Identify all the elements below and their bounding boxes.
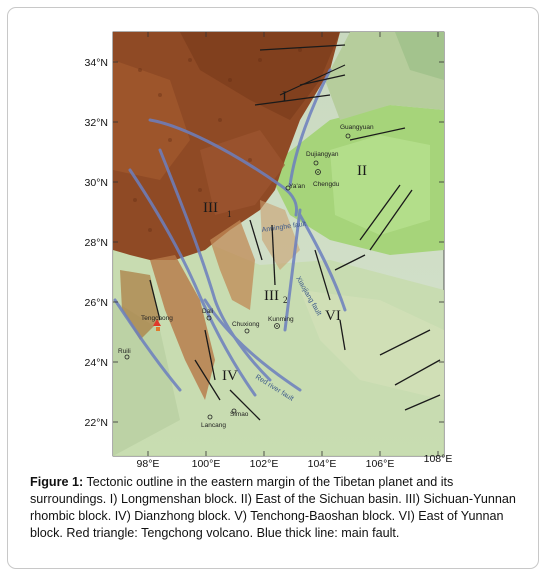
city-ruili: Ruili (118, 348, 131, 355)
city-yaan: Ya'an (289, 183, 305, 190)
block-label-III2-sub: 2 (283, 295, 288, 305)
lat-label-24: 24°N (84, 357, 108, 369)
lon-label-98: 98°E (136, 458, 160, 470)
block-label-I: I (282, 89, 287, 105)
block-label-III-sub1: 1 (227, 209, 232, 219)
lon-label-104: 104°E (307, 458, 337, 470)
city-simao: Simao (230, 411, 249, 418)
block-label-IV: IV (222, 368, 238, 384)
lon-label-108: 108°E (423, 453, 453, 465)
lon-label-102: 102°E (249, 458, 279, 470)
lon-label-100: 100°E (191, 458, 221, 470)
block-label-II: II (357, 163, 367, 179)
lat-label-28: 28°N (84, 237, 108, 249)
city-guangyuan: Guangyuan (340, 124, 374, 131)
caption-label: Figure 1: (30, 475, 84, 489)
lat-label-30: 30°N (84, 177, 108, 189)
city-dali: Dali (202, 308, 214, 315)
city-kunming: Kunming (268, 316, 294, 323)
anninghe-fault-label: Anninghe fault (261, 220, 307, 234)
xiaojiang-fault-label: Xiaojiang fault (294, 275, 323, 318)
figure-caption (30, 474, 522, 542)
lat-label-22: 22°N (84, 417, 108, 429)
city-lancang: Lancang (201, 422, 226, 429)
red-river-fault-label: Red river fault (253, 373, 295, 403)
caption-text: Tectonic outline in the eastern margin of the Tibetan planet and its surroundings. I) Longmenshan block. II) East of the Sichuan basin. III) Sichuan-Yunnan rhombic block. IV) Dianzhong block. V) Tenchong-Baoshan block. VI) East of Yunnan block. Red triangle: Tengchong volcano. Blue thick line: main fault. (30, 475, 516, 540)
lon-label-106: 106°E (365, 458, 395, 470)
block-label-III2: III (264, 288, 279, 304)
lat-label-34: 34°N (84, 57, 108, 69)
city-tengchong: Tengchong (141, 315, 173, 322)
block-label-III: III (203, 200, 218, 216)
block-label-VI: VI (325, 308, 341, 324)
lat-label-32: 32°N (84, 117, 108, 129)
city-chengdu: Chengdu (313, 181, 340, 188)
lat-label-26: 26°N (84, 297, 108, 309)
city-dujiangyan: Dujiangyan (306, 151, 339, 158)
city-chuxiong: Chuxiong (232, 321, 260, 328)
